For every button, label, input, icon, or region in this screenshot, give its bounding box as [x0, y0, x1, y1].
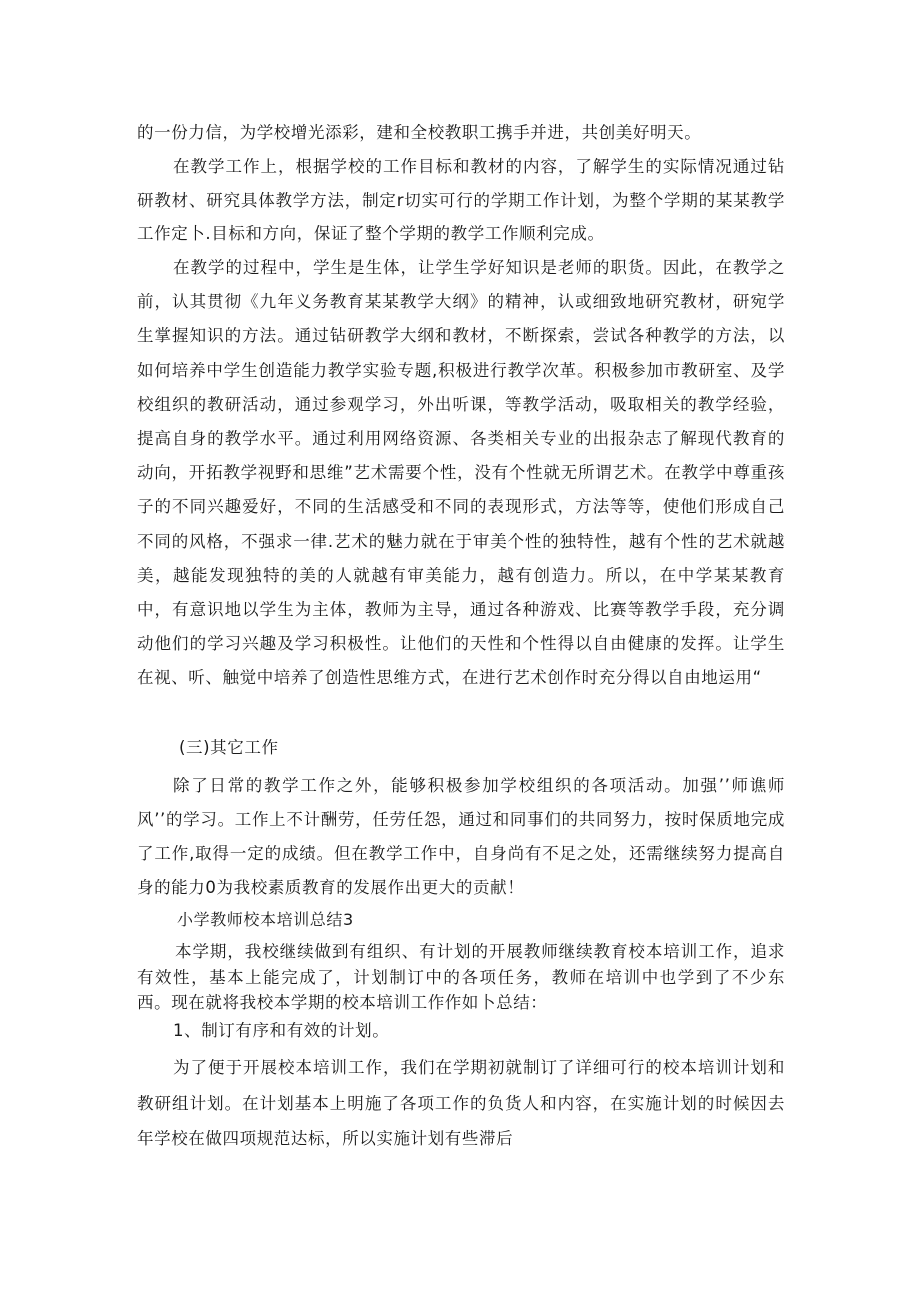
body-paragraph: 除了日常的教学工作之外，能够积极参加学校组织的各项活动。加强’’师谯师风’’的学习。工作上不计酬劳，任劳任怨，通过和同事们的共同努力，按时保质地完成了工作,取得一定的成绩。但在教学工作中，自身尚有不足之处，还需继续努力提高自身的能力0为我校素质教育的发展作出更大的贡献！ [137, 776, 785, 897]
body-paragraph: 在教学的过程中，学生是生体，让学生学好知识是老师的职货。因此，在教学之前，认其贯彻《九年义务教育某某教学大纲》的精神，认或细致地研究教材，研宛学生掌握知识的方法。通过钻研教学大纲和教材，不断探索，尝试各种教学的方法，以如何培养中学生创造能力教学实验专题,积极进行教学次革。积极参加市教研室、及学校组织的教研活动，通过参观学习，外出听课，等教学活动，吸取相关的教学经验，提高自身的教学水平。通过利用网络资源、各类相关专业的出报杂志了解现代教育的动向，开拓教学视野和思维”艺术需要个性，没有个性就无所谓艺术。在教学中尊重孩子的不同兴趣爱好，不同的生活感受和不同的表现形式，方法等等，使他们形成自己不同的风格，不强求一律.艺术的魅力就在于审美个性的独特性，越有个性的艺术就越美，越能发现独特的美的人就越有审美能力，越有创造力。所以，在中学某某教育中，有意识地以学生为主体，教师为主导，通过各种游戏、比赛等教学手段，充分调动他们的学习兴趣及学习积极性。让他们的天性和个性得以自由健康的发挥。让学生在视、听、触觉中培养了创造性思维方式，在进行艺术创作时充分得以自由地运用“ [137, 258, 785, 688]
body-paragraph: 为了便于开展校本培训工作，我们在学期初就制订了详细可行的校本培训计划和教研组计划。在计划基本上明施了各项工作的负货人和内容，在实施计划的时候因去年学校在做四项规范达标，所以实施计划有些滞后 [137, 1058, 785, 1148]
body-paragraph: 本学期，我校继续做到有组织、有计划的开展教师继续教育校本培训工作，追求有效性，基本上能完成了，计划制订中的各项任务，教师在培训中也学到了不少东西。现在就将我校本学期的校本培训工作作如卜总结： [137, 942, 785, 1012]
document-title: 小学教师校本培训总结3 [177, 910, 354, 929]
section-heading: (三)其它工作 [179, 738, 279, 757]
body-paragraph: 在教学工作上，根据学校的工作目标和教材的内容，了解学生的实际情况通过钻研教材、研究具体教学方法，制定r切实可行的学期工作计划，为整个学期的某某教学工作定卜.目标和方向，保证了整个学期的教学工作顺利完成。 [137, 157, 785, 244]
section-heading: 1、制订有序和有效的计划。 [173, 1021, 390, 1040]
body-paragraph: 的一份力信，为学校增光添彩，建和全校教职工携手并进，共创美好明天。 [137, 123, 702, 142]
